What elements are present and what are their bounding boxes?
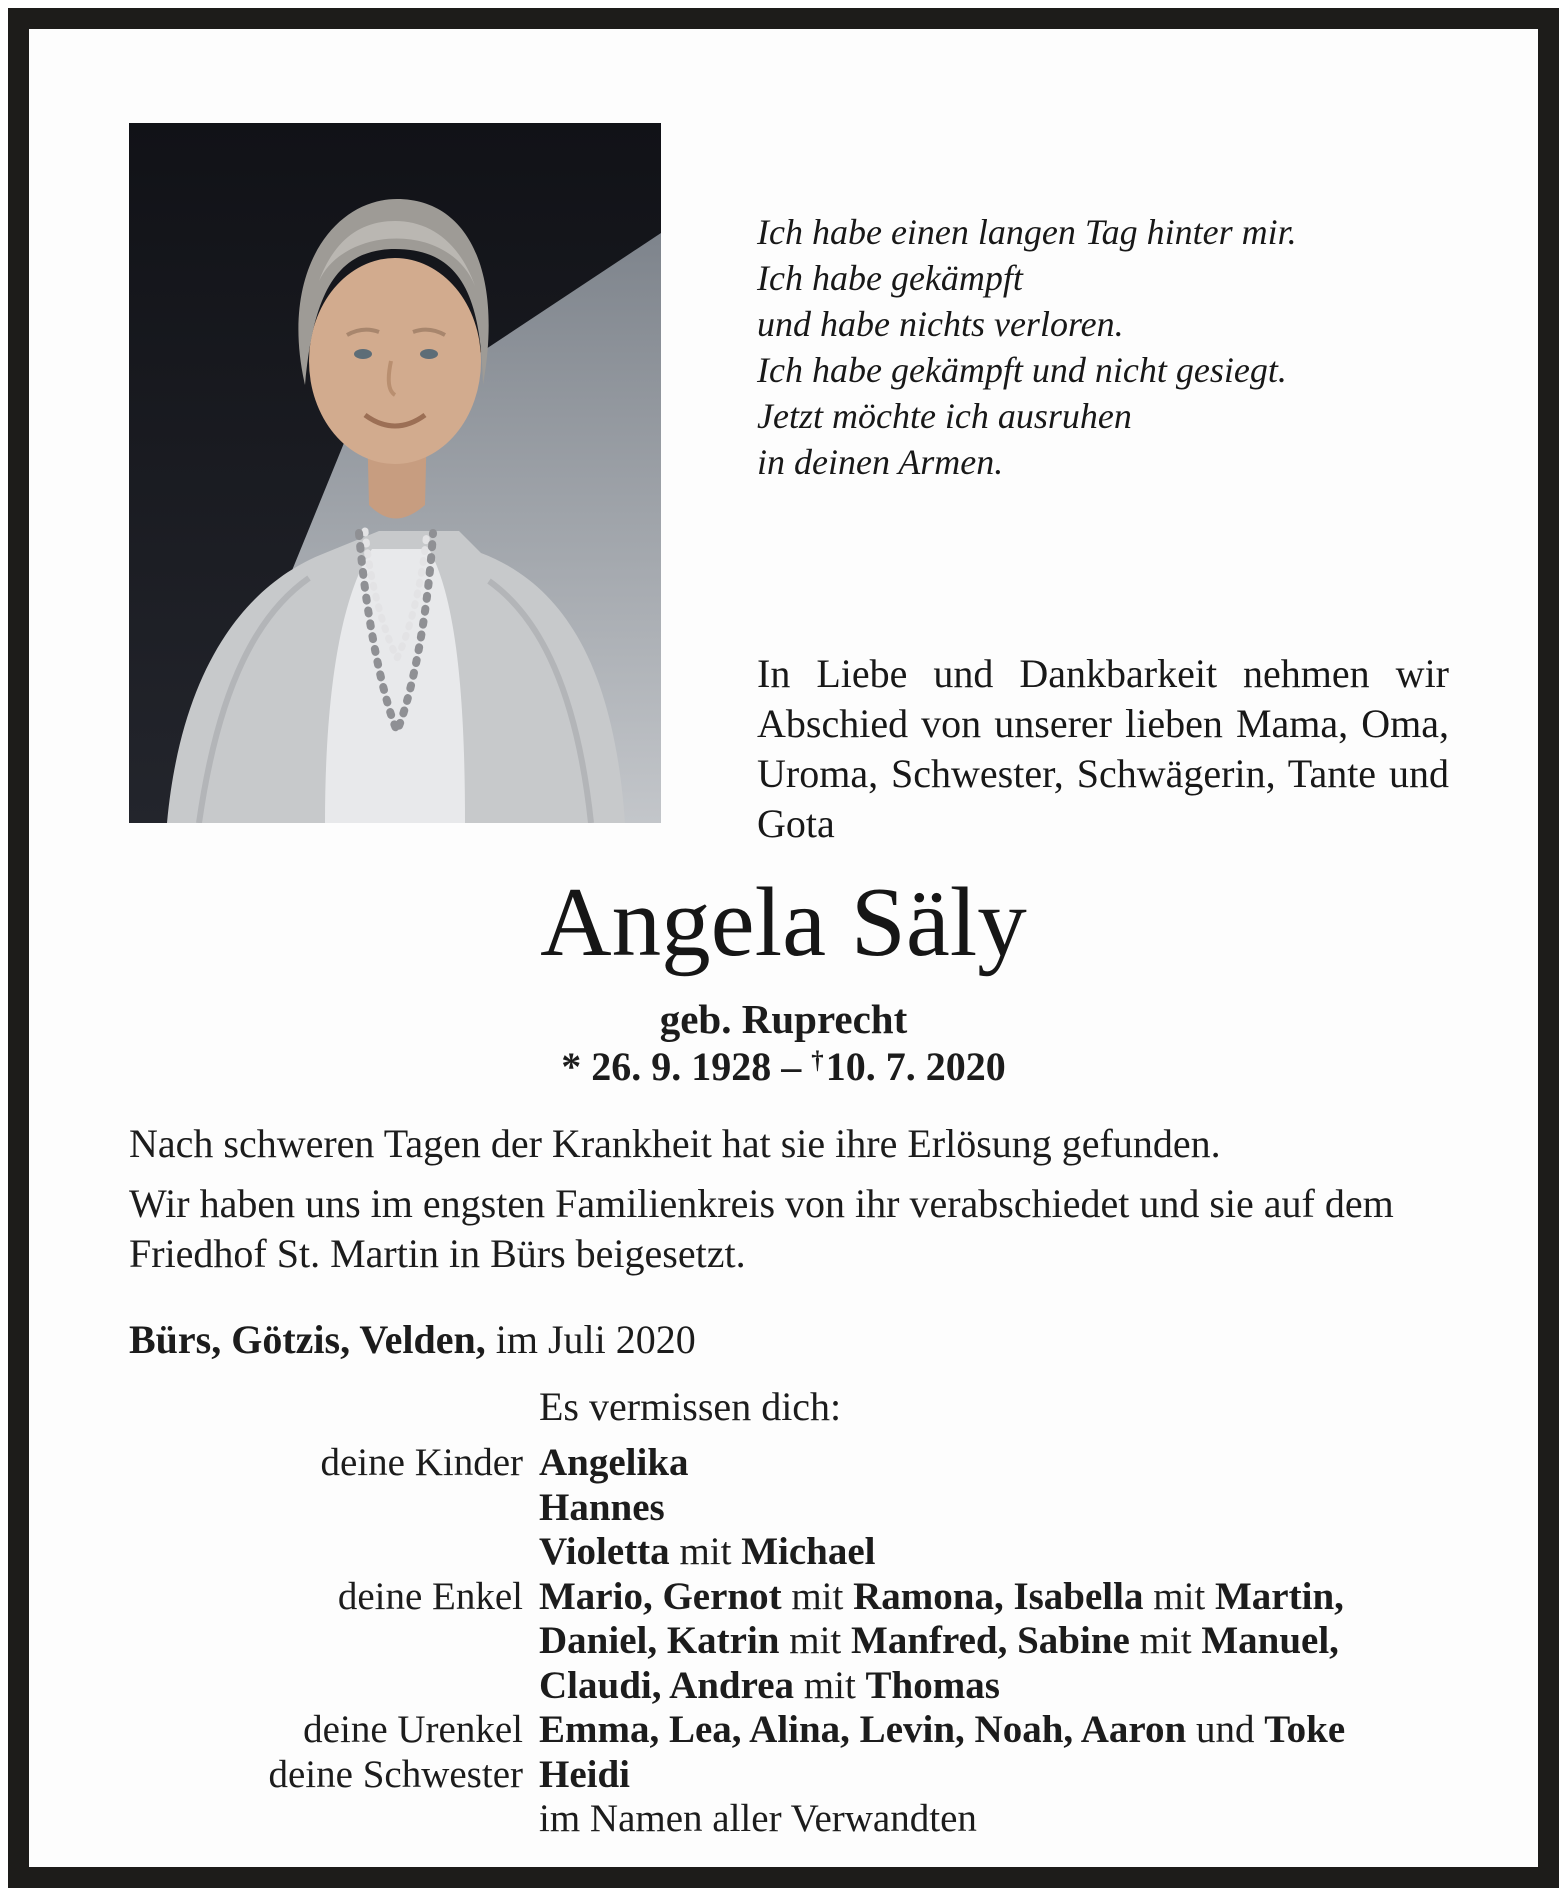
mourner-name: Ramona, Isabella — [853, 1574, 1144, 1618]
mourners-list — [29, 1441, 1534, 1842]
portrait-photo — [129, 123, 661, 823]
mourners-line — [539, 1441, 1534, 1486]
mourner-connector: mit — [781, 1574, 854, 1618]
mourners-line — [539, 1753, 1534, 1798]
mourner-name: Martin, — [1215, 1574, 1344, 1618]
dates-separator: – — [781, 1044, 802, 1089]
poem-line: Ich habe einen langen Tag hinter mir. — [757, 212, 1297, 252]
poem-line: in deinen Armen. — [757, 442, 1004, 482]
mourners-outro: im Namen aller Verwandten — [539, 1797, 977, 1840]
dateline-places: Bürs, Götzis, Velden, — [129, 1317, 486, 1362]
mourners-label: deine Schwester — [268, 1752, 523, 1796]
life-dates — [29, 1045, 1538, 1089]
mourners-line — [539, 1619, 1534, 1664]
mourner-name: Mario, Gernot — [539, 1574, 782, 1618]
poem-line: und habe nichts verloren. — [757, 304, 1124, 344]
deceased-birth-name: geb. Ruprecht — [659, 996, 908, 1042]
mourner-connector: mit — [669, 1530, 742, 1573]
mourner-name: Thomas — [865, 1663, 1000, 1707]
death-cross-icon: † — [811, 1046, 824, 1074]
mourners-line — [539, 1664, 1534, 1709]
portrait-illustration — [129, 123, 661, 823]
mourner-connector: und — [1186, 1708, 1265, 1751]
farewell-intro: In Liebe und Dankbarkeit nehmen wir Abschied von unserer lieben Mama, Oma, Uroma, Schwester, Schwägerin, Tante und Gota — [757, 651, 1449, 846]
dateline-date: im Juli 2020 — [495, 1317, 696, 1362]
mourners-values — [539, 1753, 1534, 1798]
mourner-name: Toke — [1264, 1708, 1346, 1751]
mourner-connector: mit — [1129, 1619, 1202, 1662]
mourner-name: Manuel, — [1201, 1619, 1339, 1662]
poem-line: Jetzt möchte ich ausruhen — [757, 396, 1132, 436]
mourners-line — [539, 1708, 1534, 1753]
body-paragraph-1: Nach schweren Tagen der Krankheit hat sie ihre Erlösung gefunden. — [129, 1121, 1221, 1166]
mourners-label: deine Enkel — [337, 1574, 523, 1618]
mourner-name: Violetta — [539, 1530, 670, 1573]
mourner-name: Daniel, Katrin — [539, 1619, 780, 1662]
mourners-row-grandchildren — [29, 1575, 1534, 1709]
mourners-line — [539, 1486, 1534, 1531]
dateline — [129, 1317, 696, 1363]
page-frame — [8, 8, 1559, 1888]
mourners-label: deine Kinder — [320, 1441, 523, 1484]
deceased-name: Angela Säly — [540, 868, 1027, 977]
mourners-values — [539, 1708, 1534, 1753]
death-date: 10. 7. 2020 — [825, 1044, 1006, 1089]
mourners-row-great-grandchildren — [29, 1708, 1534, 1753]
page-content — [29, 29, 1538, 1867]
mourners-values — [539, 1575, 1534, 1709]
poem — [757, 209, 1297, 485]
mourner-connector: mit — [1143, 1574, 1215, 1618]
mourner-connector: mit — [794, 1663, 866, 1707]
mourner-name: Emma, Lea, Alina, Levin, Noah, Aaron — [539, 1708, 1187, 1751]
birth-date: * 26. 9. 1928 — [561, 1044, 772, 1089]
mourner-connector: mit — [779, 1619, 852, 1662]
mourners-values — [539, 1441, 1534, 1575]
mourner-name: Heidi — [539, 1752, 631, 1796]
mourners-intro: Es vermissen dich: — [539, 1384, 842, 1429]
mourners-row-outro — [29, 1797, 1534, 1842]
mourners-row-sister — [29, 1753, 1534, 1798]
mourners-line — [539, 1575, 1534, 1620]
mourner-name: Angelika — [539, 1441, 689, 1484]
mourner-name: Claudi, Andrea — [539, 1663, 795, 1707]
body-paragraph-2: Wir haben uns im engsten Familienkreis von ihr verabschiedet und sie auf dem Friedhof St. Martin in Bürs beigesetzt. — [129, 1181, 1394, 1276]
mourners-row-children — [29, 1441, 1534, 1575]
mourner-name: Manfred, Sabine — [851, 1619, 1130, 1662]
mourners-line — [539, 1530, 1534, 1575]
poem-line: Ich habe gekämpft — [757, 258, 1023, 298]
poem-line: Ich habe gekämpft und nicht gesiegt. — [757, 350, 1287, 390]
mourners-label: deine Urenkel — [303, 1708, 523, 1751]
mourner-name: Michael — [741, 1530, 876, 1573]
mourner-name: Hannes — [539, 1485, 665, 1529]
mourners-values — [539, 1797, 1534, 1842]
